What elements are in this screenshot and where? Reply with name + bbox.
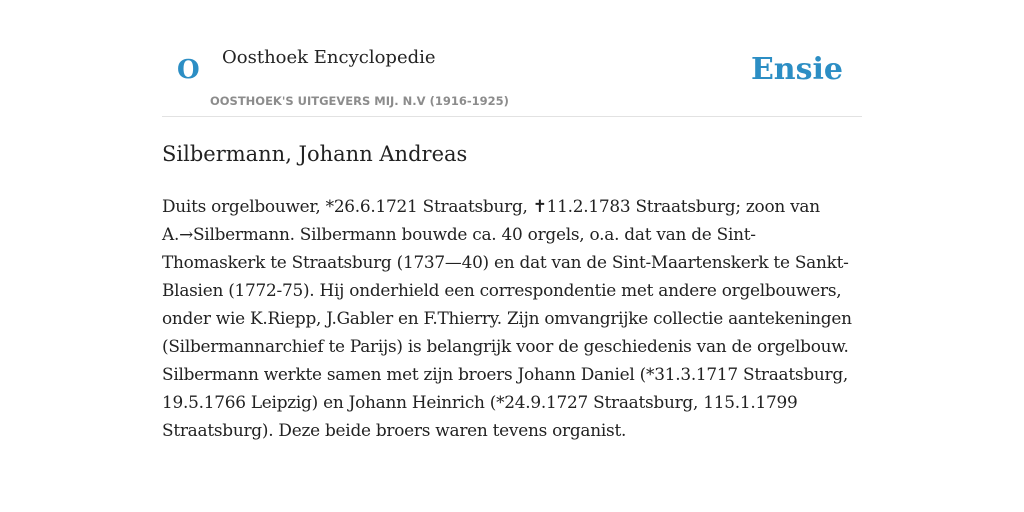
site-header bbox=[162, 0, 862, 117]
oosthoek-logo[interactable]: O bbox=[177, 55, 200, 85]
site-title[interactable]: Oosthoek Encyclopedie bbox=[222, 47, 436, 68]
article-body-line: Duits orgelbouwer, *26.6.1721 Straatsburg, ✝11.2.1783 Straatsburg; zoon van bbox=[162, 196, 820, 216]
ensie-brand-link[interactable]: Ensie bbox=[750, 52, 843, 87]
article-body-line: Silbermann werkte samen met zijn broers Johann Daniel (*31.3.1717 Straatsburg, bbox=[162, 364, 849, 384]
article-body-line: Straatsburg). Deze beide broers waren tevens organist. bbox=[162, 420, 627, 440]
article-body-line: Blasien (1772-75). Hij onderhield een correspondentie met andere orgelbouwers, bbox=[162, 280, 842, 300]
page-container bbox=[162, 0, 862, 440]
article-body bbox=[162, 192, 862, 444]
article-title: Silbermann, Johann Andreas bbox=[162, 142, 468, 166]
article-body-line: 19.5.1766 Leipzig) en Johann Heinrich (*24.9.1727 Straatsburg, 115.1.1799 bbox=[162, 392, 798, 412]
article-body-line: A.→Silbermann. Silbermann bouwde ca. 40 orgels, o.a. dat van de Sint- bbox=[162, 224, 756, 244]
article-body-line: onder wie K.Riepp, J.Gabler en F.Thierry. Zijn omvangrijke collectie aantekeningen bbox=[162, 308, 852, 328]
publisher-subtitle: OOSTHOEK'S UITGEVERS MIJ. N.V (1916-1925) bbox=[210, 94, 509, 108]
article-body-line: (Silbermannarchief te Parijs) is belangrijk voor de geschiedenis van de orgelbouw. bbox=[162, 336, 849, 356]
article-body-line: Thomaskerk te Straatsburg (1737—40) en dat van de Sint-Maartenskerk te Sankt- bbox=[162, 252, 849, 272]
